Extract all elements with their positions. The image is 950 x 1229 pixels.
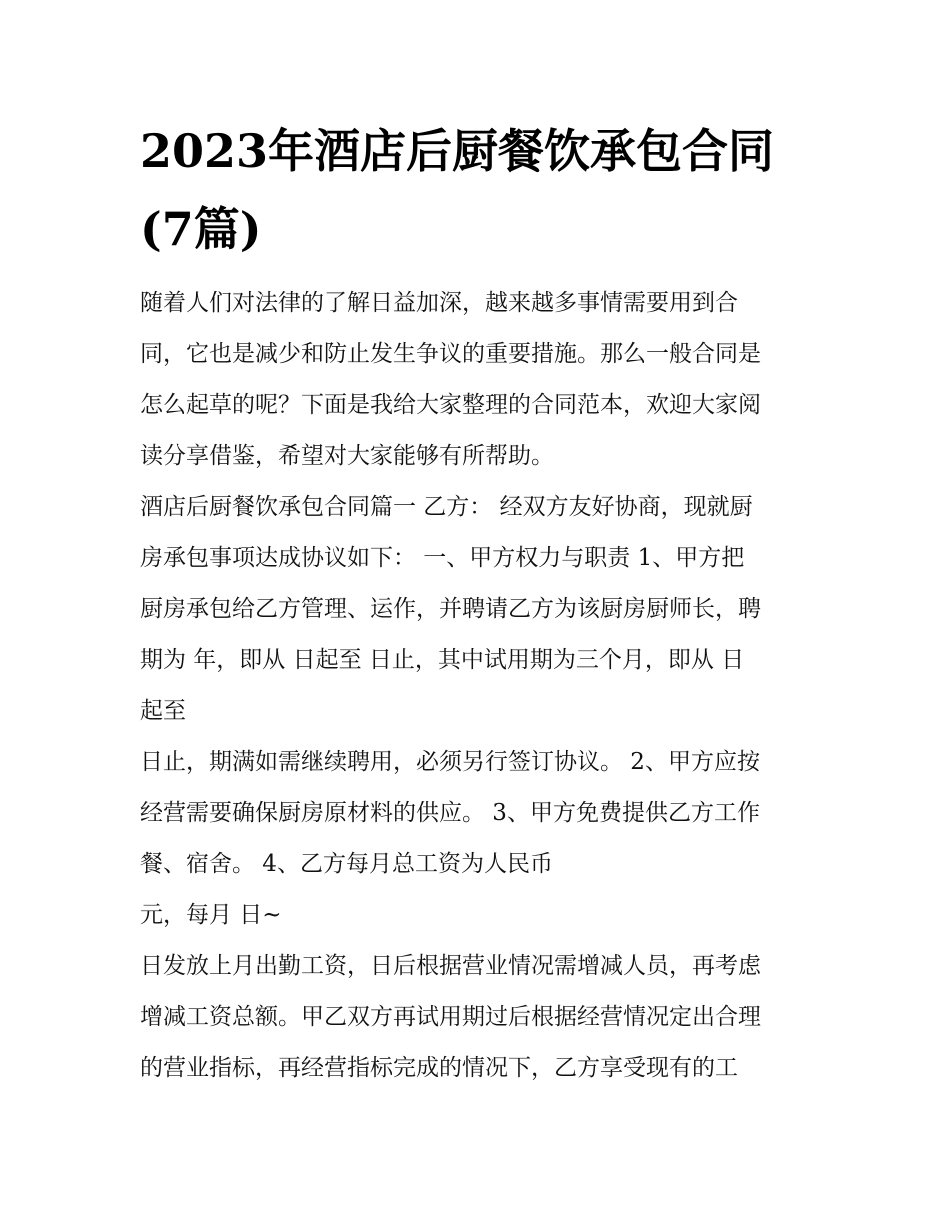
body-line: 日发放上月出勤工资，日后根据营业情况需增减人员，再考虑 [140, 953, 761, 979]
body-line: 读分享借鉴，希望对大家能够有所帮助。 [140, 443, 554, 469]
body-line: 日止，期满如需继续聘用，必须另行签订协议。 2、甲方应按 [140, 749, 760, 775]
title-line-1: 2023年酒店后厨餐饮承包合同 [140, 124, 775, 178]
document-title [140, 112, 820, 268]
body-line: 增减工资总额。甲乙双方再试用期过后根据经营情况定出合理 [140, 1004, 761, 1030]
document-body [140, 278, 820, 1094]
body-line: 房承包事项达成协议如下： 一、甲方权力与职责 1、甲方把 [140, 545, 745, 571]
body-line: 起至 [140, 698, 186, 724]
body-line: 餐、宿舍。 4、乙方每月总工资为人民币 [140, 851, 553, 877]
body-line: 元，每月 日~ [140, 902, 282, 928]
body-line: 同，它也是减少和防止发生争议的重要措施。那么一般合同是 [140, 341, 761, 367]
title-line-2: (7篇) [140, 202, 262, 256]
body-line: 怎么起草的呢？下面是我给大家整理的合同范本，欢迎大家阅 [140, 392, 761, 418]
body-line: 随着人们对法律的了解日益加深，越来越多事情需要用到合 [140, 290, 738, 316]
body-line: 厨房承包给乙方管理、运作，并聘请乙方为该厨房厨师长，聘 [140, 596, 761, 622]
body-line: 期为 年，即从 日起至 日止，其中试用期为三个月，即从 日 [140, 647, 745, 673]
body-line: 的营业指标，再经营指标完成的情况下，乙方享受现有的工 [140, 1055, 738, 1081]
body-line: 经营需要确保厨房原材料的供应。 3、甲方免费提供乙方工作 [140, 800, 760, 826]
body-line: 酒店后厨餐饮承包合同篇一 乙方： 经双方友好协商，现就厨 [140, 494, 753, 520]
